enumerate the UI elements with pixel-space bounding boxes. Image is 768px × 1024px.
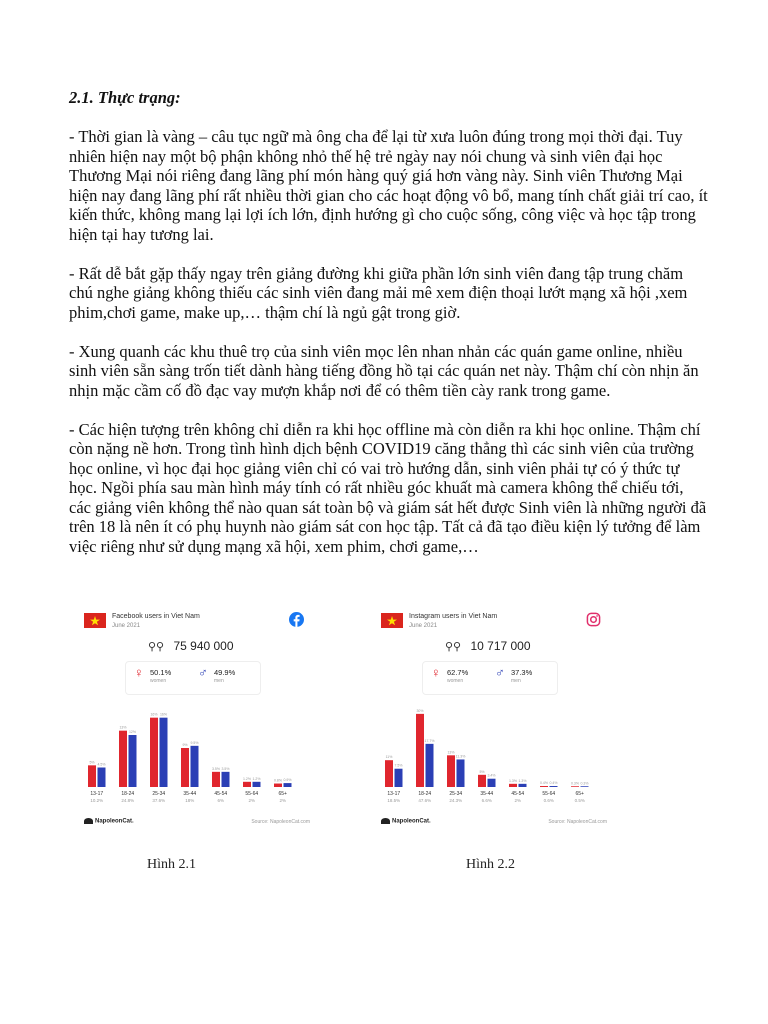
bar-women-65+ [274,784,282,787]
bar-women-25-34 [150,718,158,787]
male-icon: ♂ [495,665,505,680]
men-label: men [214,678,224,684]
female-icon: ♀ [134,665,144,680]
vietnam-flag-icon [381,613,403,628]
bar-value-label: 13% [447,750,455,755]
category-share-label: 10.2% [90,798,104,803]
total-users-value: 10 717 000 [470,639,531,653]
category-share-label: 18.5% [387,798,401,803]
bar-men-35-44 [488,779,496,787]
category-share-label: 24.3% [449,798,463,803]
category-share-label: 47.6% [418,798,432,803]
napoleoncat-logo: NapoleonCat. [84,818,134,825]
figure-caption-1: Hình 2.1 [147,857,196,872]
men-pct: 49.9% [214,668,236,677]
figure-facebook-users [80,605,316,835]
paragraph-4: - Các hiện tượng trên không chỉ diễn ra khi học offline mà còn diễn ra khi học online. Thậm chí còn nặng nề hơn. Trong tình hình dịch bệnh COVID19 căng thẳng thì các sinh viên của trường học online, vì học đại học giảng viên chỉ có vai trò hướng dẫn, sinh viên phải tự có ý thức tự học. Ngồi phía sau màn hình máy tính có rất nhiều góc khuất mà camera không thể chiếu tới, các giảng viên không thể nào quan sát toàn bộ và giám sát hết được Sinh viên là những người đã trên 18 là nên ít có phụ huynh nào giám sát con học tập. Tất cả đã tạo điều kiện lý tưởng để làm việc riêng như sử dụng mạng xã hội, xem phim, chơi game,… [69,419,707,556]
bar-men-25-34 [160,718,168,787]
bar-men-65+ [284,783,292,787]
category-share-label: 37.6% [152,798,166,803]
napoleoncat-logo: NapoleonCat. [381,818,431,825]
bar-men-25-34 [457,759,465,787]
total-users-row [148,639,234,653]
women-label: women [150,678,167,684]
bar-value-label: 11.3% [455,754,466,759]
bar-value-label: 1.2% [252,776,261,781]
figure-title: Instagram users in Viet Nam [409,613,498,620]
vietnam-flag-icon [84,613,106,628]
women-pct: 50.1% [150,668,172,677]
bar-women-25-34 [447,755,455,787]
bar-value-label: 30% [416,708,424,713]
bar-women-65+ [571,786,579,787]
bar-women-55-64 [540,786,548,787]
category-share-label: 0.5% [574,798,585,803]
x-tick-label: 55-64 [542,791,556,797]
bar-women-55-64 [243,782,251,787]
bar-men-13-17 [395,769,403,787]
x-tick-label: 13-17 [90,791,104,797]
bar-value-label: 5% [479,769,485,774]
figure-source: Source: NapoleonCat.com [251,819,310,825]
bar-women-13-17 [385,760,393,787]
x-tick-label: 35-44 [480,791,494,797]
bar-men-18-24 [426,744,434,787]
category-share-label: 0.6% [543,798,554,803]
document-body [69,88,709,576]
x-tick-label: 18-24 [121,791,135,797]
bar-women-45-54 [509,784,517,787]
bar-value-label: 11% [385,755,393,760]
bar-value-label: 13% [119,725,127,730]
age-bar-chart [80,695,316,815]
bar-men-45-54 [222,772,230,787]
bar-value-label: 3.4% [487,773,496,778]
category-share-label: 18% [185,798,195,803]
bar-men-55-64 [550,786,558,787]
category-share-label: 2% [248,798,256,803]
category-share-label: 2% [514,798,522,803]
age-bar-chart [377,695,613,815]
category-share-label: 2% [279,798,287,803]
bar-value-label: 9.5% [190,740,199,745]
x-tick-label: 35-44 [183,791,197,797]
section-heading: 2.1. Thực trạng: [69,88,181,107]
figure-caption-2: Hình 2.2 [466,857,515,872]
x-tick-label: 18-24 [418,791,432,797]
bar-value-label: 1.2% [243,776,251,781]
bar-men-65+ [581,786,589,787]
figure-date: June 2021 [112,623,141,629]
bar-men-45-54 [519,784,527,787]
bar-men-18-24 [129,735,137,787]
female-icon: ♀ [431,665,441,680]
bar-value-label: 0.4% [540,781,548,786]
bar-value-label: 3.5% [212,766,220,771]
women-pct: 62.7% [447,668,469,677]
bar-value-label: 1.3% [518,778,527,783]
total-users-value: 75 940 000 [173,639,234,653]
total-users-row [445,639,531,653]
men-pct: 37.3% [511,668,533,677]
figure-title: Facebook users in Viet Nam [112,613,200,620]
x-tick-label: 45-54 [214,791,228,797]
figure-instagram-users [377,605,613,835]
male-icon: ♂ [198,665,208,680]
bar-value-label: 1.3% [509,778,517,783]
bar-value-label: 9% [182,743,188,747]
category-share-label: 24.8% [121,798,135,803]
bar-women-35-44 [181,748,189,787]
figure-date: June 2021 [409,623,438,629]
bar-value-label: 7.5% [394,763,403,768]
gender-split [125,661,261,695]
bar-women-13-17 [88,765,96,787]
paragraph-3: - Xung quanh các khu thuê trọ của sinh viên mọc lên nhan nhản các quán game online, nhiều sinh viên sẵn sàng trốn tiết dành hàng tiếng đồng hồ tại các quán net này. Thậm chí còn nhịn ăn nhịn mặc cầm cố đồ đạc vay mượn khắp nơi để có thêm tiền cày rank trong game. [69,341,699,400]
bar-men-55-64 [253,782,261,787]
women-label: women [447,678,464,684]
men-label: men [511,678,521,684]
bar-value-label: 0.9% [283,778,292,783]
bar-men-13-17 [98,768,106,788]
bar-value-label: 4.5% [97,762,106,767]
x-tick-label: 65+ [278,791,287,797]
people-icon: ⚲⚲ [445,641,462,653]
figure-source: Source: NapoleonCat.com [548,819,607,825]
x-tick-label: 13-17 [387,791,401,797]
bar-value-label: 3.5% [221,766,230,771]
bar-value-label: 12% [128,730,137,734]
x-tick-label: 55-64 [245,791,259,797]
bar-value-label: 5% [89,760,95,765]
paragraph-2: - Rất dễ bắt gặp thấy ngay trên giảng đường khi giữa phần lớn sinh viên đang tập trung chăm chú nghe giảng không thiếu các sinh viên đang mải mê xem điện thoại lướt mạng xã hội ,xem phim,chơi game, make up,… thậm chí là ngủ gật trong giờ. [69,263,688,322]
bar-value-label: 0.3% [571,781,579,786]
bar-men-35-44 [191,746,199,787]
x-tick-label: 25-34 [152,791,166,797]
bar-value-label: 17.7% [424,738,435,743]
x-tick-label: 25-34 [449,791,463,797]
bar-women-18-24 [119,731,127,787]
facebook-icon [289,612,304,627]
bar-value-label: 0.3% [580,781,589,786]
bar-value-label: 16% [150,712,158,717]
bar-value-label: 16% [159,712,168,717]
bar-value-label: 0.4% [549,781,558,786]
x-tick-label: 65+ [575,791,584,797]
people-icon: ⚲⚲ [148,641,165,653]
instagram-icon [586,612,601,627]
bar-women-18-24 [416,714,424,787]
paragraph-1: - Thời gian là vàng – câu tục ngữ mà ông cha để lại từ xưa luôn đúng trong mọi thời đại. Tuy nhiên hiện nay một bộ phận không nhỏ thế hệ trẻ ngày nay nói chung và sinh viên đại học Thương Mại nói riêng đang lãng phí món hàng quý giá hơn vàng này. Sinh viên Thương Mại hiện nay đang lãng phí rất nhiều thời gian cho các hoạt động vô bổ, mang tính chất giải trí cao, ít kiến thức, không mang lại lợi ích lớn, định hướng gì cho cuộc sống, công việc và học tập trong hiện tại hay tương lai. [69,127,708,244]
x-tick-label: 45-54 [511,791,525,797]
category-share-label: 6.6% [481,798,492,803]
bar-women-35-44 [478,775,486,787]
bar-value-label: 0.8% [274,778,282,783]
gender-split [422,661,558,695]
category-share-label: 6% [217,798,225,803]
bar-women-45-54 [212,772,220,787]
